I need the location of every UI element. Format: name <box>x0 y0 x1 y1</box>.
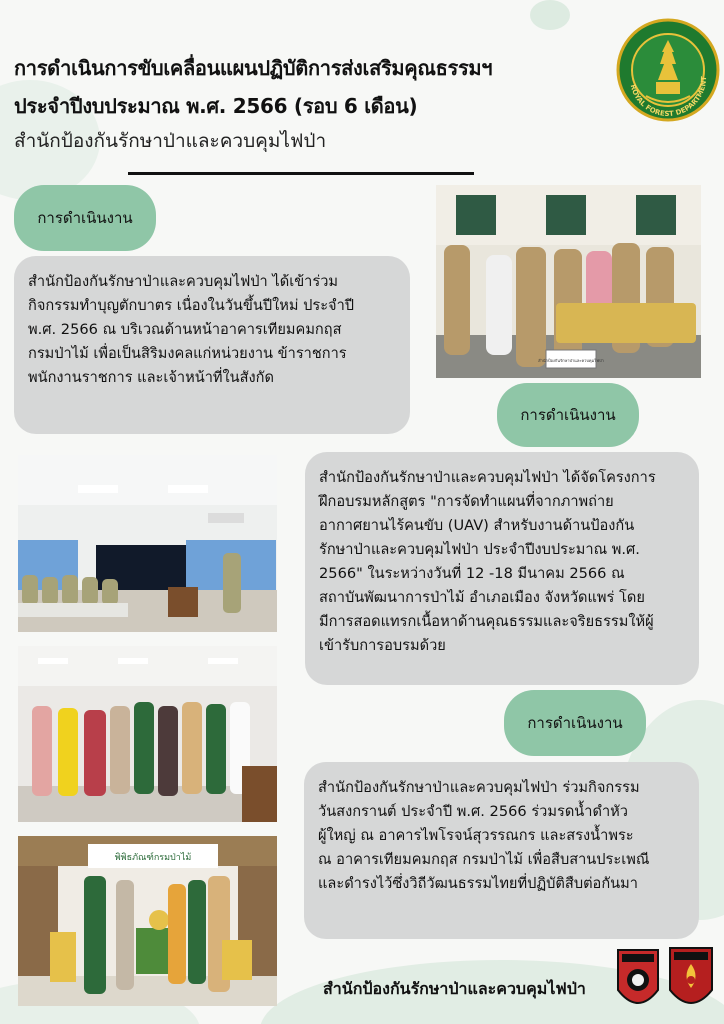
section-1-line: กรมป่าไม้ เพื่อเป็นสิริมงคลแก่หน่วยงาน ข้าราชการ <box>28 345 347 362</box>
section-1-label: การดำเนินงาน <box>14 185 156 251</box>
section-1-line: กิจกรรมทำบุญตักบาตร เนื่องในวันขึ้นปีใหม่ ประจำปี <box>28 297 355 314</box>
section-2-line: 2566" ในระหว่างวันที่ 12 -18 มีนาคม 2566 ณ <box>319 565 625 582</box>
section-3-line: และดำรงไว้ซึ่งวิถีวัฒนธรรมไทยที่ปฏิบัติสืบต่อกันมา <box>318 875 638 892</box>
section-2-line: อากาศยานไร้คนขับ (UAV) สำหรับงานด้านป้องกัน <box>319 517 635 534</box>
footer-org-name: สำนักป้องกันรักษาป่าและควบคุมไฟป่า <box>323 979 586 998</box>
section-1-line: สำนักป้องกันรักษาป่าและควบคุมไฟป่า ได้เข้าร่วม <box>28 273 339 290</box>
title-divider <box>128 172 474 175</box>
section-2-line: สำนักป้องกันรักษาป่าและควบคุมไฟป่า ได้จัดโครงการ <box>319 469 656 486</box>
photo-alms-offering <box>436 185 701 378</box>
section-2-line: สถาบันพัฒนาการป่าไม้ อำเภอเมือง จังหวัดแพร่ โดย <box>319 589 645 606</box>
page-subtitle: สำนักป้องกันรักษาป่าและควบคุมไฟป่า <box>14 130 327 152</box>
section-3-line: สำนักป้องกันรักษาป่าและควบคุมไฟป่า ร่วมกิจกรรม <box>318 779 640 796</box>
page-title-line1: การดำเนินการขับเคลื่อนแผนปฏิบัติการส่งเสริมคุณธรรมฯ <box>14 56 493 80</box>
section-2-line: ฝึกอบรมหลักสูตร "การจัดทำแผนที่จากภาพถ่าย <box>319 493 614 510</box>
section-2-card <box>305 452 699 685</box>
photo-training-classroom <box>18 455 277 632</box>
section-2-line: มีการสอดแทรกเนื้อหาด้านคุณธรรมและจริยธรรมให้ผู้ <box>319 613 654 630</box>
section-3-line: ณ อาคารเทียมคมกฤส กรมป่าไม้ เพื่อสืบสานประเพณี <box>318 851 650 868</box>
logo-text: ROYAL FOREST DEPARTMENT <box>628 76 709 119</box>
section-3-card <box>304 762 699 939</box>
section-1-line: พนักงานราชการ และเจ้าหน้าที่ในสังกัด <box>28 369 274 386</box>
section-2-line: รักษาป่าและควบคุมไฟป่า ประจำปีงบประมาณ พ.ศ. <box>319 541 640 558</box>
photo-5-banner: พิพิธภัณฑ์กรมป่าไม้ <box>114 853 192 863</box>
page-title-line2: ประจำปีงบประมาณ พ.ศ. 2566 (รอบ 6 เดือน) <box>14 94 418 118</box>
forest-protection-emblem <box>666 944 716 1016</box>
section-3-line: วันสงกรานต์ ประจำปี พ.ศ. 2566 ร่วมรดน้ำดำหัว <box>318 803 628 820</box>
forest-fire-control-emblem <box>614 946 662 1016</box>
section-2-label: การดำเนินงาน <box>497 383 639 447</box>
section-2-line: เข้ารับการอบรมด้วย <box>319 637 446 654</box>
photo-1-sign: สำนักป้องกันรักษาป่าและควบคุมไฟป่า <box>538 358 604 363</box>
royal-forest-department-logo <box>616 18 720 122</box>
photo-songkran-ceremony <box>18 836 277 1006</box>
section-1-line: พ.ศ. 2566 ณ บริเวณด้านหน้าอาคารเทียมคมกฤส <box>28 321 342 338</box>
section-3-label: การดำเนินงาน <box>504 690 646 756</box>
bg-blob-top <box>530 0 570 30</box>
photo-group-training <box>18 646 277 822</box>
section-3-line: ผู้ใหญ่ ณ อาคารไพโรจน์สุวรรณกร และสรงน้ำพระ <box>318 827 634 844</box>
section-1-card <box>14 256 410 434</box>
